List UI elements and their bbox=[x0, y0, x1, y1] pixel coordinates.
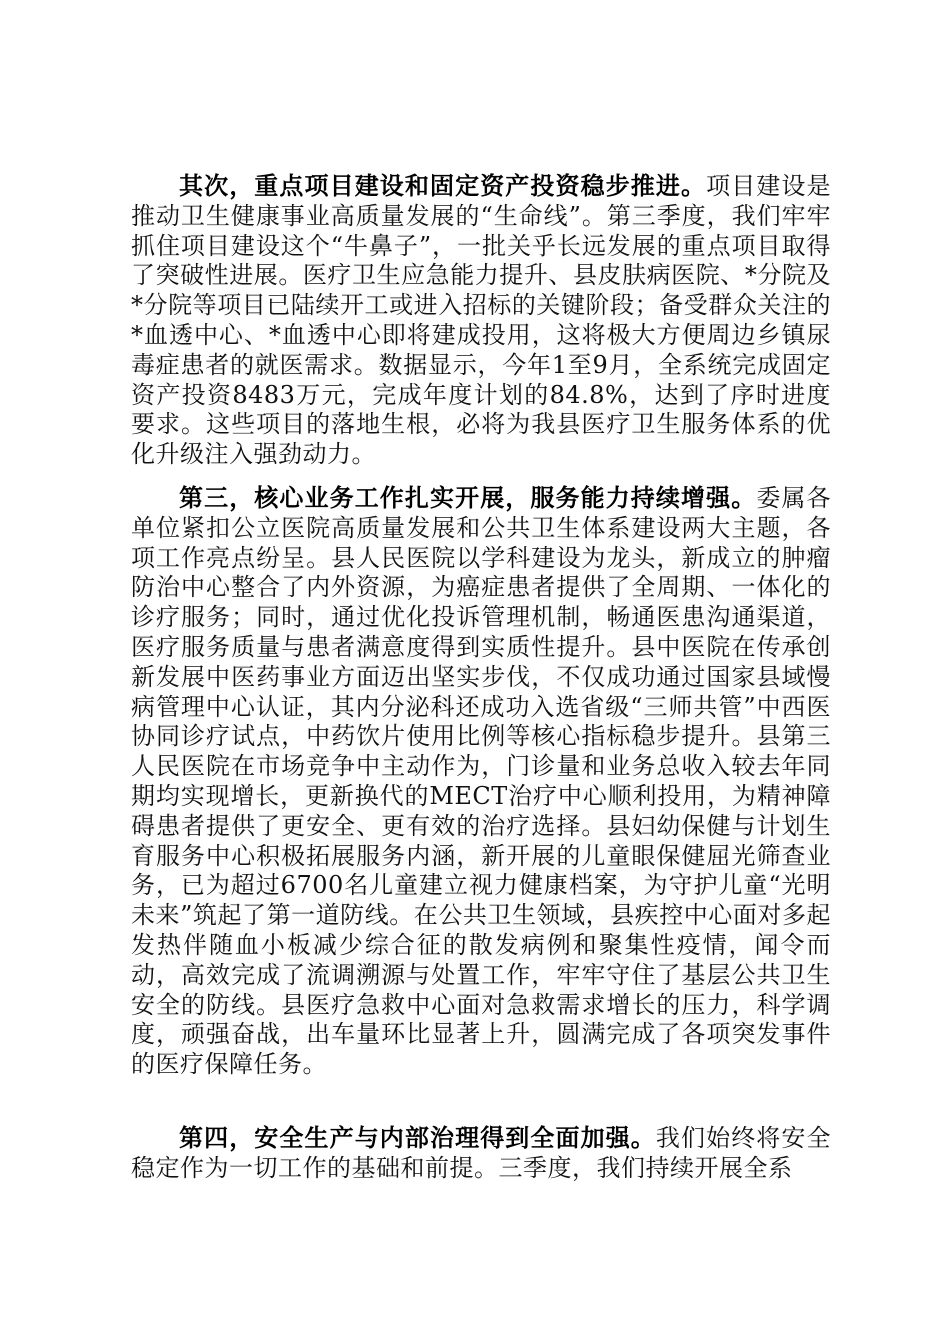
paragraph-key-projects bbox=[131, 172, 831, 470]
paragraph-heading: 第四，安全生产与内部治理得到全面加强。 bbox=[179, 1124, 656, 1152]
paragraph-safety-governance bbox=[131, 1124, 831, 1184]
paragraph-core-business bbox=[131, 484, 831, 1080]
paragraph-body: 项目建设是推动卫生健康事业高质量发展的“生命线”。第三季度，我们牢牢抓住项目建设这个“牛鼻子”，一批关乎长远发展的重点项目取得了突破性进展。医疗卫生应急能力提升、县皮肤病医院、*分院及*分院等项目已陆续开工或进入招标的关键阶段；备受群众关注的*血透中心、*血透中心即将建成投用，这将极大方便周边乡镇尿毒症患者的就医需求。数据显示，今年1至9月，全系统完成固定资产投资8483万元，完成年度计划的84.8%，达到了序时进度要求。这些项目的落地生根，必将为我县医疗卫生服务体系的优化升级注入强劲动力。 bbox=[131, 172, 832, 469]
paragraph-heading: 第三，核心业务工作扎实开展，服务能力持续增强。 bbox=[179, 484, 757, 512]
paragraph-heading: 其次，重点项目建设和固定资产投资稳步推进。 bbox=[179, 172, 707, 200]
paragraph-body: 委属各单位紧扣公立医院高质量发展和公共卫生体系建设两大主题，各项工作亮点纷呈。县人民医院以学科建设为龙头，新成立的肿瘤防治中心整合了内外资源，为癌症患者提供了全周期、一体化的诊疗服务；同时，通过优化投诉管理机制，畅通医患沟通渠道，医疗服务质量与患者满意度得到实质性提升。县中医院在传承创新发展中医药事业方面迈出坚实步伐，不仅成功通过国家县域慢病管理中心认证，其内分泌科还成功入选省级“三师共管”中西医协同诊疗试点，中药饮片使用比例等核心指标稳步提升。县第三人民医院在市场竞争中主动作为，门诊量和业务总收入较去年同期均实现增长，更新换代的MECT治疗中心顺利投用，为精神障碍患者提供了更安全、更有效的治疗选择。县妇幼保健与计划生育服务中心积极拓展服务内涵，新开展的儿童眼保健屈光筛查业务，已为超过6700名儿童建立视力健康档案，为守护儿童“光明未来”筑起了第一道防线。在公共卫生领域，县疾控中心面对多起发热伴随血小板减少综合征的散发病例和聚集性疫情，闻令而动，高效完成了流调溯源与处置工作，牢牢守住了基层公共卫生安全的防线。县医疗急救中心面对急救需求增长的压力，科学调度，顽强奋战，出车量环比显著上升，圆满完成了各项突发事件的医疗保障任务。 bbox=[131, 484, 832, 1079]
paragraph-body: 我们始终将安全稳定作为一切工作的基础和前提。三季度，我们持续开展全系 bbox=[131, 1124, 832, 1182]
